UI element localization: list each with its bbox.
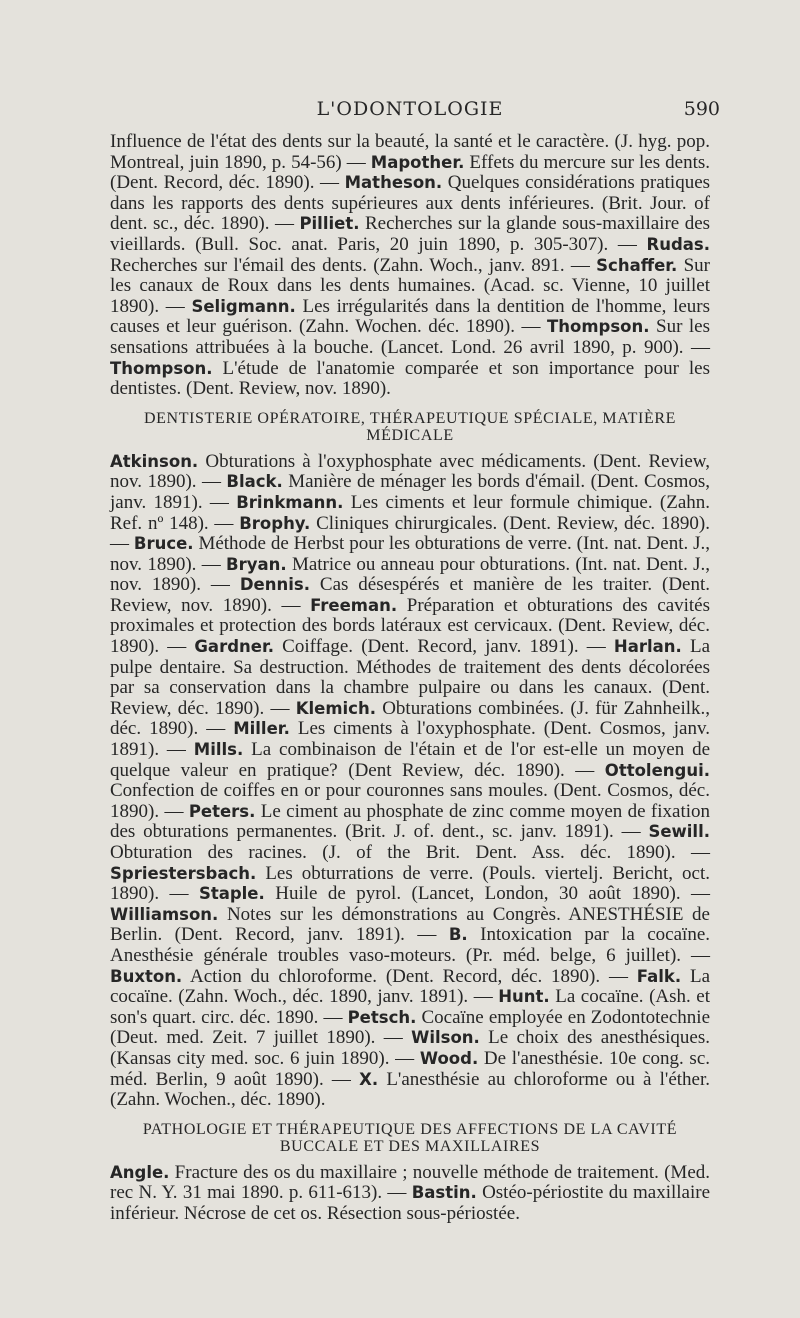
entry-text: Les irrégularités dans la dentition de l'homme, leurs causes et leur guérison. (Zahn. Wochen. déc. 1890). (110, 295, 711, 338)
entry-author: Pilliet. (299, 214, 360, 234)
entry-author: Brinkmann. (236, 492, 344, 512)
entry-separator: — (196, 553, 227, 575)
entry-text: De l'anesthésie. 10e cong. sc. méd. Berlin, 9 août 1890). (110, 1047, 711, 1090)
entry-separator: — (198, 718, 234, 740)
entry-text: Action du chloroforme. (Dent. Record, déc. 1890). (190, 965, 601, 987)
entry-text: La cocaïne. (Zahn. Woch., déc. 1890, janv. 1891). (110, 965, 711, 1008)
entry-text: Huile de pyrol. (Lancet, London, 30 août 1890). (275, 883, 681, 905)
entry-separator: — (159, 800, 189, 822)
entry-text: La cocaïne. (Ash. et son's quart. circ. déc. 1890. (110, 986, 711, 1028)
entry-text: Quelques considérations pratiques dans les rapports des dents supérieures aux dents inférieures. (Brit. Jour. of dent. sc., déc. 1890). (110, 172, 711, 235)
entry-author: Mills. (193, 740, 244, 760)
entry-separator: — (196, 471, 227, 493)
bibliography-entry (194, 636, 578, 657)
section-paragraph (110, 132, 710, 400)
entry-separator: — (318, 1006, 348, 1028)
entry-author: Petsch. (347, 1007, 417, 1027)
section-paragraph (110, 1163, 710, 1225)
entry-author: Peters. (188, 801, 256, 821)
entry-separator: — (515, 316, 547, 338)
entry-author: Harlan. (613, 637, 682, 657)
entry-author: Bruce. (133, 534, 194, 554)
entry-separator: — (201, 574, 240, 596)
entry-separator: — (564, 759, 605, 781)
entry-author: Buxton. (110, 966, 183, 986)
entry-text: Obturations combinées. (J. für Zahnheilk., déc. 1890). (110, 697, 711, 740)
entry-separator: — (404, 924, 449, 946)
entry-author: Thompson. (547, 317, 650, 337)
entry-text: Les obturrations de verre. (Pouls. viertelj. Bericht, oct. 1890). (110, 862, 710, 905)
entry-text: Cliniques chirurgicales. (Dent. Review, déc. 1890). (316, 512, 711, 534)
entry-text: Les ciments à l'oxyphosphate. (Dent. Cosmos, janv. 1891). (110, 718, 711, 761)
entry-author: Hunt. (498, 987, 550, 1007)
entry-text: Fracture des os du maxillaire ; nouvelle méthode de traitement. (Med. rec N. Y. 31 mai 1890. p. 611-613). (110, 1161, 711, 1204)
section-heading: PATHOLOGIE ET THÉRAPEUTIQUE DES AFFECTIONS DE LA CAVITÉ BUCCALE ET DES MAXILLAIRES (142, 1120, 678, 1155)
entry-text: Cocaïne employée en Zodontotechnie (Deut. med. Zeit. 7 juillet 1890). (110, 1006, 711, 1049)
entry-text: Le choix des anesthésiques. (Kansas city med. soc. 6 juin 1890). (110, 1027, 710, 1069)
entry-separator: — (264, 697, 296, 719)
entry-text: Méthode de Herbst pour les obturations de verre. (Int. nat. Dent. J., nov. 1890). (110, 533, 711, 575)
entry-text: Notes sur les démonstrations au Congrès. ANESTHÉSIE de Berlin. (Dent. Record, janv. 1891). (110, 903, 710, 946)
entry-text: Le ciment au phosphate de zinc comme moyen de fixation des obturations permanentes. (Brit. J. of. dent., sc. janv. 1891). (110, 800, 711, 843)
entry-author: Spriestersbach. (110, 863, 257, 883)
bibliography-entry (199, 883, 681, 904)
entry-separator: — (269, 213, 300, 235)
entry-author: B. (448, 925, 468, 945)
entry-text: La combinaison de l'étain et de l'or est-elle un moyen de quelque valeur en pratique? (Dent Review, déc. 1890). (110, 739, 711, 781)
entry-text: Les ciments et leur formule chimique. (Zahn. Ref. nº 148). (110, 491, 711, 534)
entry-text: Cas désespérés et manière de les traiter. (Dent. Review, nov. 1890). (110, 574, 711, 616)
entry-separator: — (341, 151, 371, 173)
entry-author: Mapother. (370, 152, 465, 172)
entry-text: L'anesthésie au chloroforme ou à l'éther. (Zahn. Wochen., déc. 1890). (110, 1068, 710, 1111)
entry-separator: — (208, 512, 240, 534)
entry-author: Klemich. (295, 698, 376, 718)
entry-author: Ottolengui. (604, 760, 711, 780)
entry-author: Schaffer. (596, 255, 678, 275)
entry-author: Bastin. (411, 1183, 477, 1203)
entry-separator: — (110, 533, 134, 555)
entry-text: Manière de ménager les bords d'émail. (Dent. Cosmos, janv. 1891). (110, 471, 711, 513)
entry-author: Sewill. (648, 822, 711, 842)
entry-text: Coiffage. (Dent. Record, janv. 1891). (282, 636, 579, 658)
entry-separator: — (271, 594, 311, 616)
running-head (110, 98, 720, 132)
entry-separator: — (382, 1182, 412, 1204)
entry-separator: — (680, 883, 711, 905)
entry-author: Black. (226, 472, 283, 492)
entry-author: Matheson. (344, 173, 443, 193)
entry-text: Obturation des racines. (J. of the Brit. Dent. Ass. déc. 1890). (110, 842, 676, 863)
entry-author: Rudas. (646, 234, 710, 254)
entry-separator: — (613, 821, 649, 843)
entry-separator: — (600, 965, 637, 987)
entry-text: Préparation et obturations des cavités proximales et protection des bords latéraux est cervicaux. (Dent. Review, déc. 1890). (110, 594, 711, 658)
entry-separator: — (683, 336, 710, 358)
entry-text: La pulpe dentaire. Sa destruction. Méthodes de traitement des dents décolorées par sa conservation dans la chambre pulpaire ou dans les canaux. (Dent. Review, déc. 1890). (110, 636, 711, 719)
section-heading: DENTISTERIE OPÉRATOIRE, THÉRAPEUTIQUE SPÉCIALE, MATIÈRE MÉDICALE (144, 409, 676, 444)
bibliography-entry (239, 513, 710, 534)
entry-separator: — (159, 295, 192, 317)
running-title: L'ODONTOLOGIE (316, 98, 504, 120)
entry-author: Wood. (419, 1048, 479, 1068)
bibliography-entry (110, 358, 710, 400)
entry-text: Recherches sur la glande sous-maxillaire des vieillards. (Bull. Soc. anat. Paris, 20 juin 1890, p. 305-307). (110, 213, 711, 255)
entry-author: Staple. (198, 884, 265, 904)
entry-text: Influence de l'état des dents sur la beauté, la santé et le caractère. (J. hyg. pop. Montreal, juin 1890, p. 54-56) (110, 131, 710, 173)
entry-author: Miller. (233, 719, 290, 739)
entry-separator: — (202, 491, 237, 513)
entry-text: Matrice ou anneau pour obturations. (Int. nat. Dent. J., nov. 1890). (110, 553, 711, 596)
entry-author: Williamson. (110, 904, 219, 924)
entry-separator: — (159, 739, 194, 761)
entry-author: Brophy. (239, 513, 311, 533)
entry-separator: — (468, 986, 499, 1008)
entry-separator: — (564, 254, 597, 276)
entry-text: Intoxication par la cocaïne. Anesthésie générale troubles vaso-moteurs. (Pr. méd. belge, 6 juillet). (110, 924, 711, 966)
bibliography-entry (110, 966, 600, 987)
entry-separator: — (675, 842, 710, 863)
entry-text: Sur les sensations attribuées à la bouche. (Lancet. Lond. 26 avril 1890, p. 900). (110, 316, 711, 358)
entry-author: Atkinson. (110, 451, 199, 471)
entry-author: Freeman. (310, 595, 398, 615)
entry-separator: — (681, 944, 711, 966)
entry-separator: — (314, 172, 345, 194)
entry-author: X. (359, 1069, 379, 1089)
entry-separator: — (389, 1047, 420, 1069)
entry-author: Bryan. (226, 554, 287, 574)
entry-separator: — (608, 233, 647, 255)
entry-separator: — (375, 1027, 412, 1049)
entry-author: Dennis. (239, 575, 310, 595)
entry-separator: — (323, 1068, 360, 1090)
bibliography-content (110, 132, 710, 1225)
entry-separator: — (159, 636, 195, 658)
page-number: 590 (683, 98, 720, 120)
entry-author: Wilson. (411, 1028, 480, 1048)
entry-text: Ostéo-périostite du maxillaire inférieur. Nécrose de cet os. Résection sous-périostée. (110, 1182, 710, 1224)
entry-text: Obturations à l'oxyphosphate avec médicaments. (Dent. Review, nov. 1890). (110, 450, 711, 493)
entry-author: Falk. (636, 966, 682, 986)
entry-text: Sur les canaux de Roux dans les dents humaines. (Acad. sc. Vienne, 10 juillet 1890). (110, 254, 711, 317)
entry-separator: — (578, 636, 614, 658)
entry-text: Confection de coiffes en or pour couronnes sans moules. (Dent. Cosmos, déc. 1890). (110, 780, 710, 822)
section-paragraph (110, 452, 710, 1111)
entry-text: L'étude de l'anatomie comparée et son importance pour les dentistes. (Dent. Review, nov. 1890). (110, 357, 710, 400)
entry-text: Recherches sur l'émail des dents. (Zahn. Woch., janv. 891. (110, 254, 565, 276)
entry-author: Gardner. (194, 637, 275, 657)
entry-author: Seligmann. (191, 296, 296, 316)
entry-separator: — (159, 883, 199, 905)
entry-author: Thompson. (110, 358, 213, 378)
entry-text: Effets du mercure sur les dents. (Dent. Record, déc. 1890). (110, 151, 710, 194)
entry-author: Angle. (110, 1162, 170, 1182)
